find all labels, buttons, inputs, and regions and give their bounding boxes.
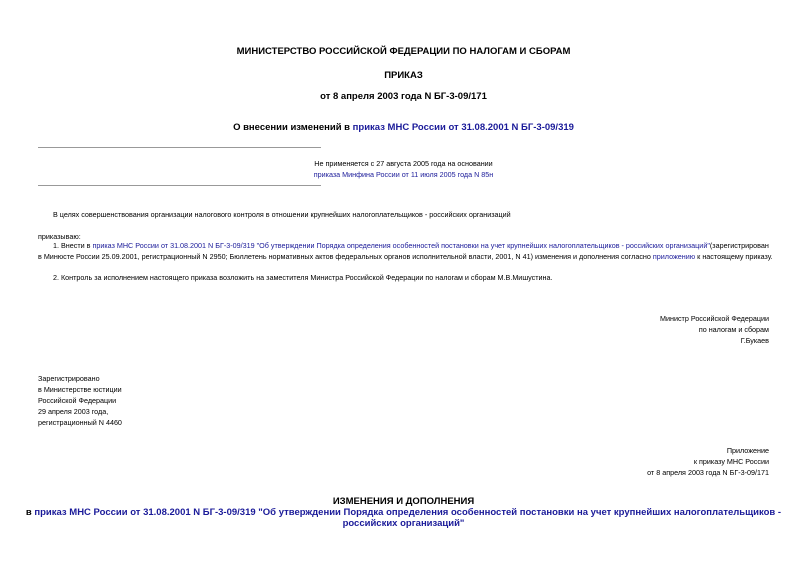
preamble-text: В целях совершенствования организации налогового контроля в отношении крупнейших налогоплательщиков - российских организаций [53, 210, 511, 219]
item-1-text-c: в Минюсте России 25.09.2001, регистрационный N 2950; Бюллетень нормативных актов федеральных органов исполнительной власти, 2001, N 41) изменения и дополнения согласно [38, 252, 653, 261]
doc-date-heading: от 8 апреля 2003 года N БГ-3-09/171 [320, 91, 487, 102]
item-2-text: 2. Контроль за исполнением настоящего приказа возложить на заместителя Министра Российской Федерации по налогам и сборам М.В.Мишустина. [53, 273, 553, 282]
appendix-line-1: Приложение [726, 446, 769, 455]
item-1-appendix-link[interactable]: приложению [652, 252, 696, 261]
doc-type-heading: ПРИКАЗ [384, 70, 423, 81]
doc-title [0, 122, 807, 133]
changes-order-link-cont[interactable]: российских организаций" [342, 518, 465, 529]
registration-line-1: Зарегистрировано [38, 374, 100, 383]
item-1-order-link[interactable]: приказ МНС России от 31.08.2001 N БГ-3-09/319 "Об утверждении Порядка определения особенностей постановки на учет крупнейших налогоплательщиков - российских организаций" [92, 241, 710, 250]
registration-line-3: Российской Федерации [38, 396, 117, 405]
divider-bottom [38, 185, 321, 186]
signature-block [660, 313, 769, 346]
changes-prefix: в [25, 507, 35, 518]
ministry-heading: МИНИСТЕРСТВО РОССИЙСКОЙ ФЕДЕРАЦИИ ПО НАЛОГАМ И СБОРАМ [236, 46, 571, 57]
notice-line-2 [0, 169, 807, 180]
notice-line-1: Не применяется с 27 августа 2005 года на основании [314, 159, 493, 168]
registration-line-2: в Министерстве юстиции [38, 385, 122, 394]
changes-order-link[interactable]: приказ МНС России от 31.08.2001 N БГ-3-09/319 "Об утверждении Порядка определения особенностей постановки на учет крупнейших налогоплательщиков - [34, 507, 782, 518]
notice-link[interactable]: приказа Минфина России от 11 июля 2005 года N 85н [313, 170, 494, 179]
item-1-text-a: 1. Внести в [53, 241, 93, 250]
registration-block [38, 373, 122, 428]
item-1-text-d: к настоящему приказу. [695, 252, 773, 261]
order-word: приказываю: [38, 232, 81, 241]
doc-title-link[interactable]: приказ МНС России от 31.08.2001 N БГ-3-09/319 [352, 122, 574, 133]
changes-title: ИЗМЕНЕНИЯ И ДОПОЛНЕНИЯ [332, 496, 475, 507]
appendix-block [647, 445, 769, 478]
registration-line-4: 29 апреля 2003 года, [38, 407, 109, 416]
signature-line-1: Министр Российской Федерации [659, 314, 769, 323]
appendix-line-2: к приказу МНС России [693, 457, 769, 466]
item-1-line-2 [38, 251, 773, 262]
registration-line-5: регистрационный N 4460 [38, 418, 122, 427]
item-1-text-b: (зарегистрирован [709, 241, 769, 250]
signature-line-3: Г.Букаев [740, 336, 769, 345]
changes-subtitle-line-1 [0, 507, 807, 518]
item-1-line-1 [38, 240, 788, 251]
changes-subtitle-line-2 [0, 518, 807, 529]
divider-top [38, 147, 321, 148]
doc-title-prefix: О внесении изменений в [233, 122, 353, 133]
signature-line-2: по налогам и сборам [698, 325, 769, 334]
appendix-line-3: от 8 апреля 2003 года N БГ-3-09/171 [647, 468, 769, 477]
